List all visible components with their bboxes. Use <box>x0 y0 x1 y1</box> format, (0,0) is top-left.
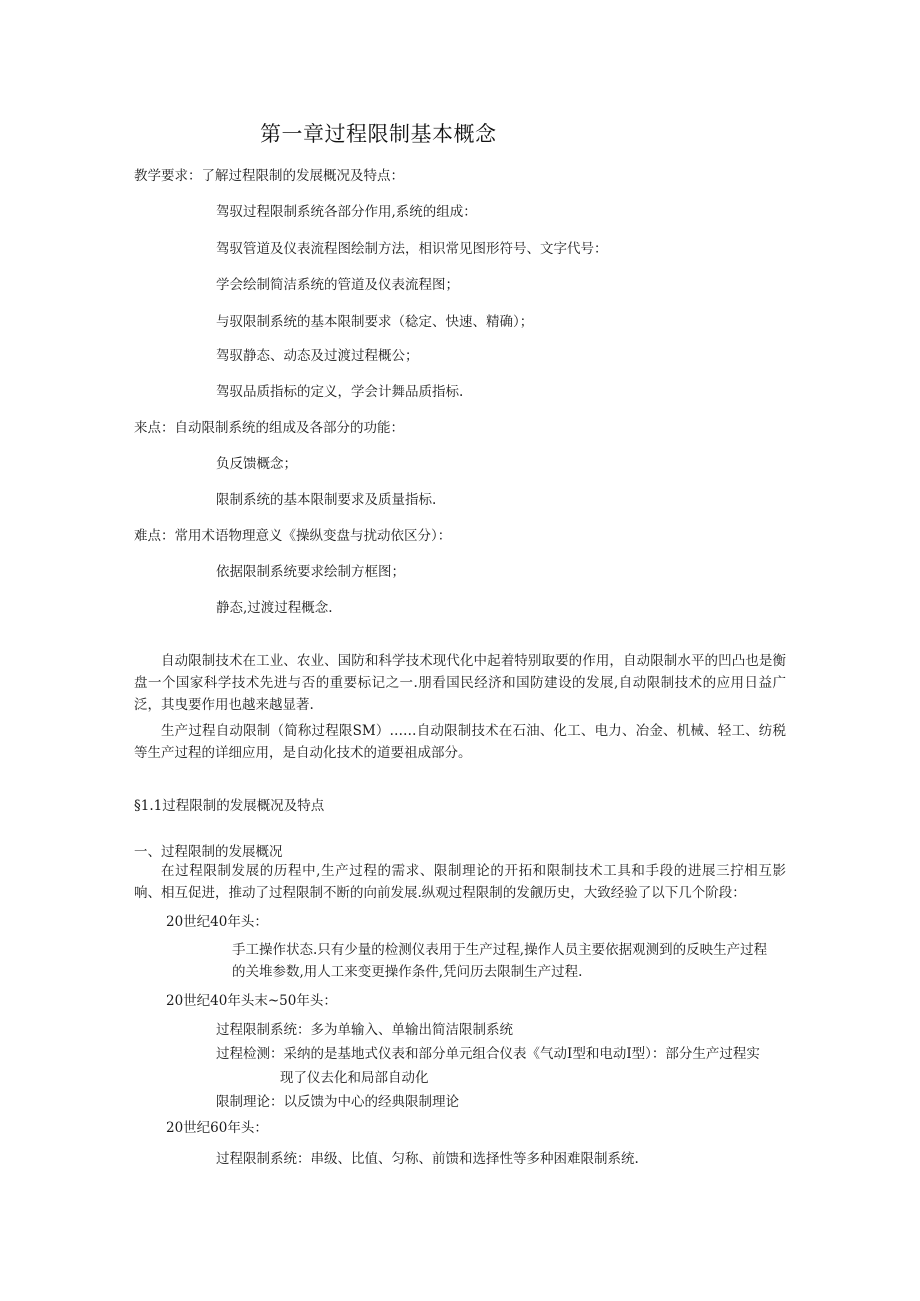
keypoints-label: 来点：自动限制系统的组成及各部分的功能： <box>134 420 404 436</box>
stage-detection-cont: 现了仪去化和局部自动化 <box>280 1070 429 1086</box>
requirement-item: 驾驭管道及仪表流程图绘制方法，相识常见图形符号、文字代号： <box>216 241 608 257</box>
stage-detection: 过程检测：采纳的是基地式仪表和部分单元组合仪表《气动I型和电动I型）：部分生产过程实 <box>216 1046 760 1062</box>
requirement-item: 学会绘制简洁系统的管道及仪表流程图； <box>216 277 459 293</box>
stage-heading-1960s: 20世纪60年头： <box>166 1120 268 1136</box>
requirement-item: 驾驭品质指标的定义，学会计舞品质指标. <box>216 384 464 400</box>
requirement-item: 与驭限制系统的基本限制要求（稔定、快速、精确）； <box>216 314 534 330</box>
stage-theory: 限制理论：以反馈为中心的经典限制理论 <box>216 1094 459 1110</box>
section-paragraph: 在过程限制发展的历程中,生产过程的需求、限制理论的开拓和限制技术工具和手段的进展三拧相互影响、相互促进，推动了过程限制不断的向前发展.纵观过程限制的发觎历史，大致经验了以下几个阶段： <box>134 863 786 901</box>
stage-control-system-1960s: 过程限制系统：串级、比值、匀称、前馈和选择性等多种困难限制系统. <box>216 1151 639 1167</box>
subsection-heading: 一、过程限制的发展概况 <box>134 844 283 860</box>
stage-text-1940s: 手工操作状态.只有少量的检测仪表用于生产过程,操作人员主要依据观测到的反映生产过程的关堆参数,用人工来变更操作条件,凭问历去限制生产过程. <box>232 942 768 980</box>
section-heading: §1.1过程限制的发展概况及特点 <box>134 798 325 814</box>
requirement-item: 驾驭静态、动态及过渡过程概公； <box>216 348 419 364</box>
stage-heading-1940s-50s: 20世纪40年头末~50年头： <box>166 993 337 1009</box>
keypoint-item: 限制系统的基本限制要求及质量指标. <box>216 492 437 508</box>
difficulty-item: 静态,过渡过程概念. <box>216 600 333 616</box>
chapter-title: 第一章过程限制基本概念 <box>260 122 497 146</box>
difficulty-item: 依据限制系统要求绘制方框图； <box>216 564 405 580</box>
difficulties-label: 难点：常用术语物理意义《操纵变盘与扰动依区分）： <box>134 528 452 544</box>
intro-paragraph-2: 生产过程自动限制（简称过程限SM）……自动限制技术在石油、化工、电力、冶金、机械、轻工、纺税等生产过程的详细应用，是自动化技术的道要祖成部分。 <box>134 723 786 761</box>
requirements-label: 教学要求：了解过程限制的发展概况及特点： <box>134 168 404 184</box>
stage-control-system: 过程限制系统：多为单输入、单输出简洁限制系统 <box>216 1022 513 1038</box>
requirement-item: 驾驭过程限制系统各部分作用,系统的组成： <box>216 204 477 220</box>
keypoint-item: 负反馈概念； <box>216 456 297 472</box>
intro-paragraph-1: 自动限制技术在工业、农业、国防和科学技术现代化中起着特别取要的作用，自动限制水平的凹凸也是衡盘一个国家科学技术先进与否的重要标记之一.朋看国民经济和国防建设的发展,自动限制技术的应用日益广泛，其曳要作用也越来越显著. <box>134 653 786 713</box>
stage-heading-1940s: 20世纪40年头： <box>166 914 268 930</box>
